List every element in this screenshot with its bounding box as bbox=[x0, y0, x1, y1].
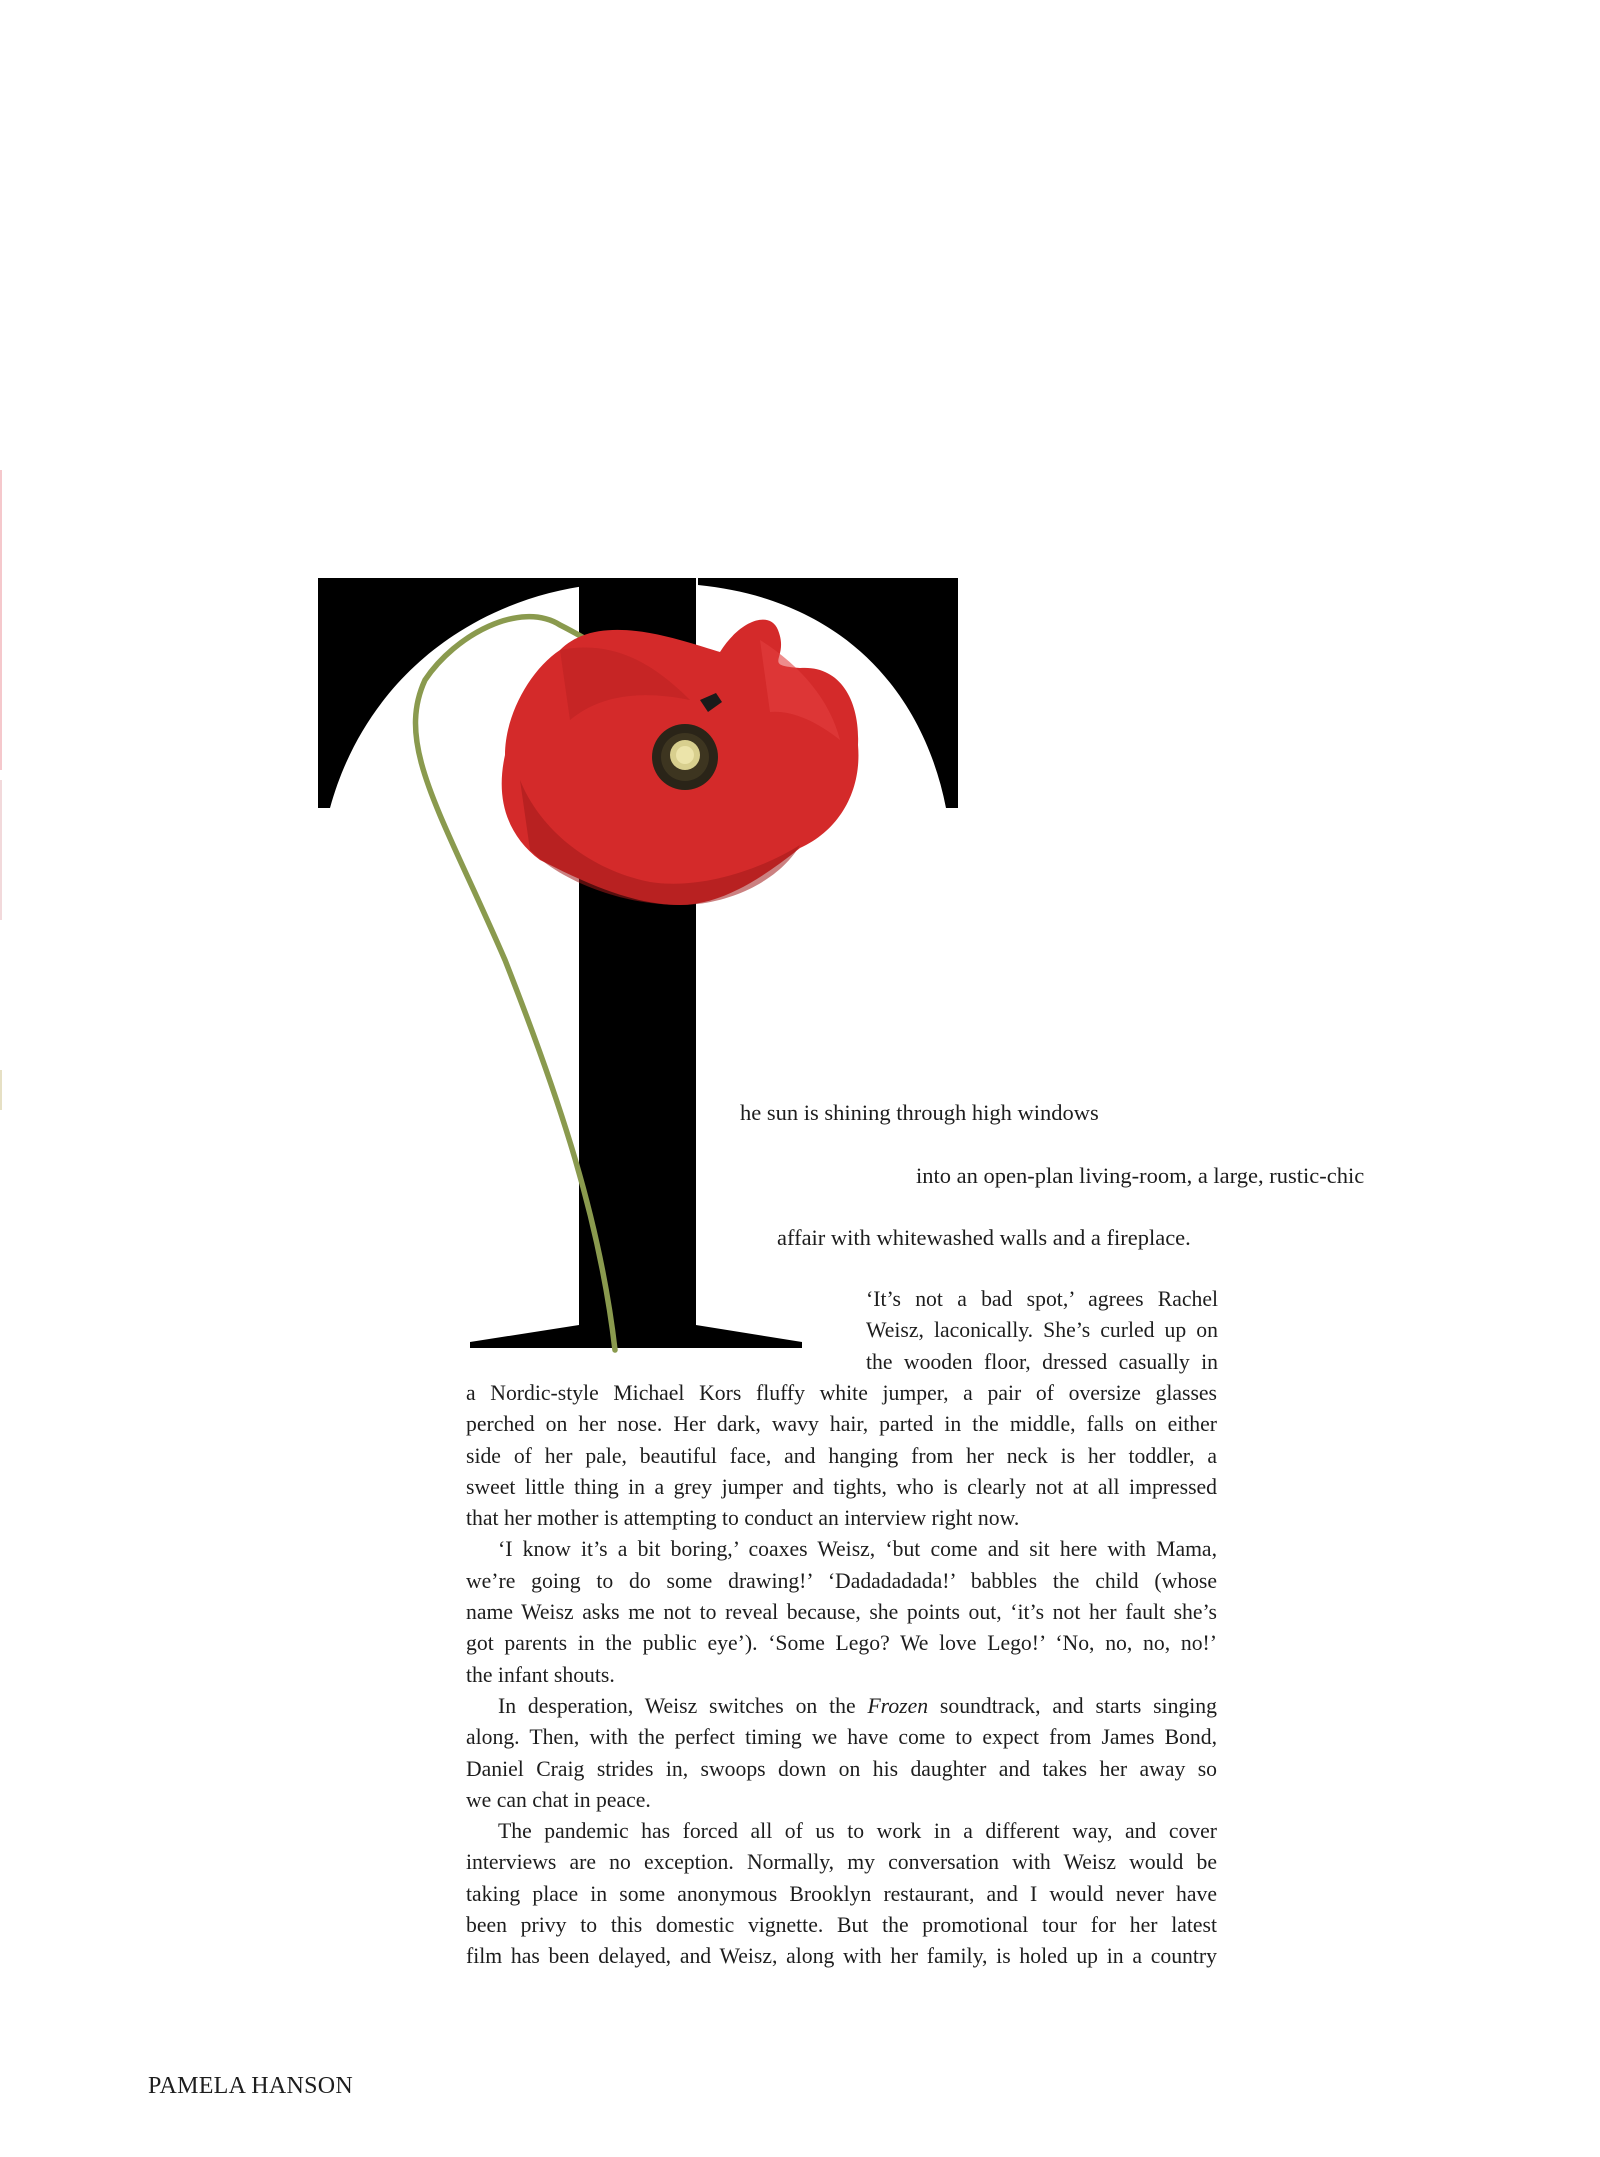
photo-credit: PAMELA HANSON bbox=[148, 2073, 354, 2099]
paragraph-line: got parents in the public eye’). ‘Some Lego? We love Lego!’ ‘No, no, no, no!’ bbox=[466, 1631, 1217, 1656]
intro-line-3: affair with whitewashed walls and a fireplace. bbox=[777, 1225, 1191, 1250]
paragraph-1 bbox=[466, 1378, 1217, 1534]
text-run: In desperation, Weisz switches on the bbox=[498, 1693, 868, 1718]
poppy-flower-icon bbox=[502, 620, 859, 905]
intro-line-1: he sun is shining through high windows bbox=[740, 1100, 1099, 1125]
paragraph-line: the wooden floor, dressed casually in bbox=[866, 1349, 1218, 1374]
paragraph-line: along. Then, with the perfect timing we have come to expect from James Bond, bbox=[466, 1725, 1217, 1750]
paragraph-line: side of her pale, beautiful face, and hanging from her neck is her toddler, a bbox=[466, 1443, 1217, 1468]
paragraph-line: Daniel Craig strides in, swoops down on his daughter and takes her away so bbox=[466, 1756, 1217, 1781]
paragraph-4 bbox=[466, 1816, 1217, 1972]
paragraph-2 bbox=[466, 1534, 1217, 1690]
paragraph-line: interviews are no exception. Normally, my conversation with Weisz would be bbox=[466, 1850, 1217, 1875]
paragraph-line: the infant shouts. bbox=[466, 1662, 615, 1687]
paragraph-3 bbox=[466, 1691, 1217, 1816]
paragraph-line: sweet little thing in a grey jumper and tights, who is clearly not at all impressed bbox=[466, 1474, 1217, 1499]
paragraph-line: we’re going to do some drawing!’ ‘Dadadadada!’ babbles the child (whose bbox=[466, 1568, 1217, 1593]
paragraph-1-lead bbox=[866, 1284, 1218, 1378]
paragraph-line: that her mother is attempting to conduct an interview right now. bbox=[466, 1506, 1020, 1531]
paragraph-line: ‘It’s not a bad spot,’ agrees Rachel bbox=[866, 1287, 1218, 1311]
intro-line-2: into an open-plan living-room, a large, rustic-chic bbox=[916, 1163, 1365, 1188]
paragraph-line: film has been delayed, and Weisz, along with her family, is holed up in a country bbox=[466, 1944, 1217, 1969]
paragraph-line bbox=[466, 1691, 1217, 1722]
paragraph-line: name Weisz asks me not to reveal because, she points out, ‘it’s not her fault she’s bbox=[466, 1600, 1217, 1625]
paragraph-line: taking place in some anonymous Brooklyn restaurant, and I would never have bbox=[466, 1881, 1217, 1906]
paragraph-line: a Nordic-style Michael Kors fluffy white jumper, a pair of oversize glasses bbox=[466, 1381, 1217, 1405]
paragraph-line: we can chat in peace. bbox=[466, 1787, 651, 1812]
paragraph-line: perched on her nose. Her dark, wavy hair, parted in the middle, falls on either bbox=[466, 1412, 1217, 1437]
article-body bbox=[466, 1378, 1217, 1973]
paragraph-line: been privy to this domestic vignette. But the promotional tour for her latest bbox=[466, 1913, 1217, 1938]
film-title: Frozen bbox=[867, 1693, 929, 1718]
paragraph-line: Weisz, laconically. She’s curled up on bbox=[866, 1318, 1218, 1343]
paragraph-line: The pandemic has forced all of us to work in a different way, and cover bbox=[498, 1819, 1217, 1844]
paragraph-line: ‘I know it’s a bit boring,’ coaxes Weisz, ‘but come and sit here with Mama, bbox=[498, 1537, 1217, 1562]
text-run: soundtrack, and starts singing bbox=[928, 1693, 1217, 1718]
